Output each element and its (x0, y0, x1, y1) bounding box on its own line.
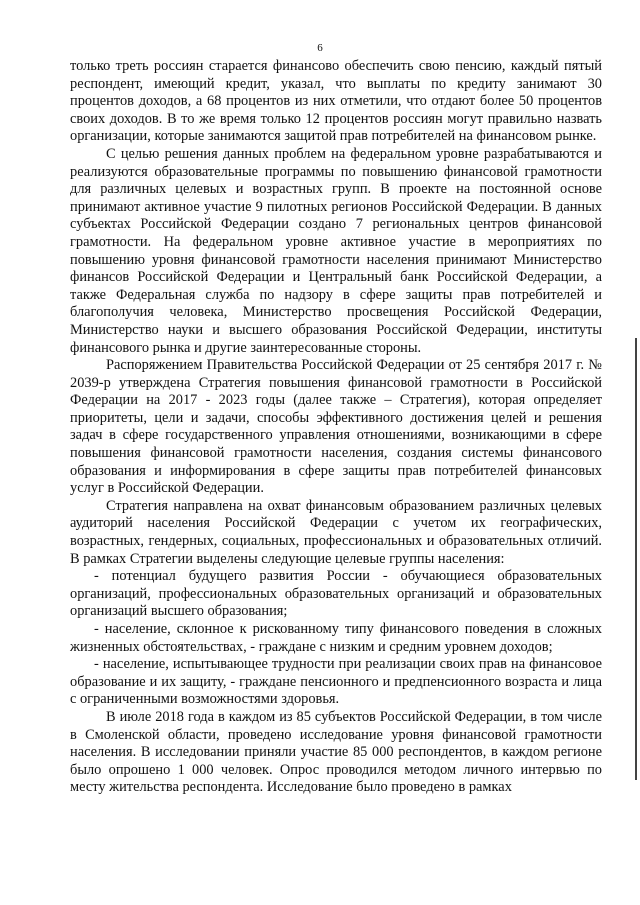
paragraph-strategy-order: Распоряжением Правительства Российской Федерации от 25 сентября 2017 г. № 2039-р утверждена Стратегия повышения финансовой грамотности в Российской Федерации на 2017 - 2023 годы (далее также – Стратегия), которая определяет приоритеты, цели и задачи, способы эффективного достижения целей и решения задач в сфере государственного управления отношениями, возникающими в сфере повышения финансовой грамотности населения, создания системы финансового образования и информирования в сфере защиты прав потребителей финансовых услуг в Российской Федерации. (70, 357, 602, 497)
paragraph-survey-2018: В июле 2018 года в каждом из 85 субъектов Российской Федерации, в том числе в Смоленской области, проведено исследование уровня финансовой грамотности населения. В исследовании приняли участие 85 000 респондентов, в каждом регионе было опрошено 1 000 человек. Опрос проводился методом личного интервью по месту жительства респондента. Исследование было проведено в рамках (70, 708, 602, 796)
list-item-risky-behavior: - население, склонное к рискованному типу финансового поведения в сложных жизненных обстоятельствах, - граждане с низким и средним уровнем доходов; (70, 621, 602, 655)
scan-edge-line (635, 338, 637, 780)
page-number: 6 (317, 42, 323, 54)
paragraph-federal-programs: С целью решения данных проблем на федеральном уровне разрабатываются и реализуются образовательные программы по повышению финансовой грамотности для различных целевых и возрастных групп. В проекте на постоянной основе принимают активное участие 9 пилотных регионов Российской Федерации. В данных субъектах Российской Федерации создано 7 региональных центров финансовой грамотности. На федеральном уровне активное участие в мероприятиях по повышению уровня финансовой грамотности населения принимают Министерство финансов Российской Федерации и Центральный банк Российской Федерации, а также Федеральная служба по надзору в сфере защиты прав потребителей и благополучия человека, Министерство просвещения Российской Федерации, Министерство науки и высшего образования Российской Федерации, институты финансового рынка и другие заинтересованные стороны. (70, 145, 602, 356)
paragraph-continuation: только треть россиян старается финансово обеспечить свою пенсию, каждый пятый респондент, имеющий кредит, указал, что выплаты по кредиту занимают 30 процентов доходов, а 68 процентов из них отметили, что отдают более 50 процентов своих доходов. В то же время только 12 процентов россиян могут правильно назвать организации, которые занимаются защитой прав потребителей на финансовом рынке. (70, 58, 602, 145)
paragraph-target-audiences: Стратегия направлена на охват финансовым образованием различных целевых аудиторий населения Российской Федерации с учетом их географических, возрастных, гендерных, социальных, профессиональных и образовательных отличий. В рамках Стратегии выделены следующие целевые группы населения: (70, 497, 602, 567)
list-item-students: - потенциал будущего развития России - обучающиеся образовательных организаций, профессиональных образовательных организаций и образовательных организаций высшего образования; (70, 568, 602, 620)
list-item-pensioners: - население, испытывающее трудности при реализации своих прав на финансовое образование и их защиту, - граждане пенсионного и предпенсионного возраста и лица с ограниченными возможностями здоровья. (70, 656, 602, 708)
document-body (70, 58, 602, 797)
